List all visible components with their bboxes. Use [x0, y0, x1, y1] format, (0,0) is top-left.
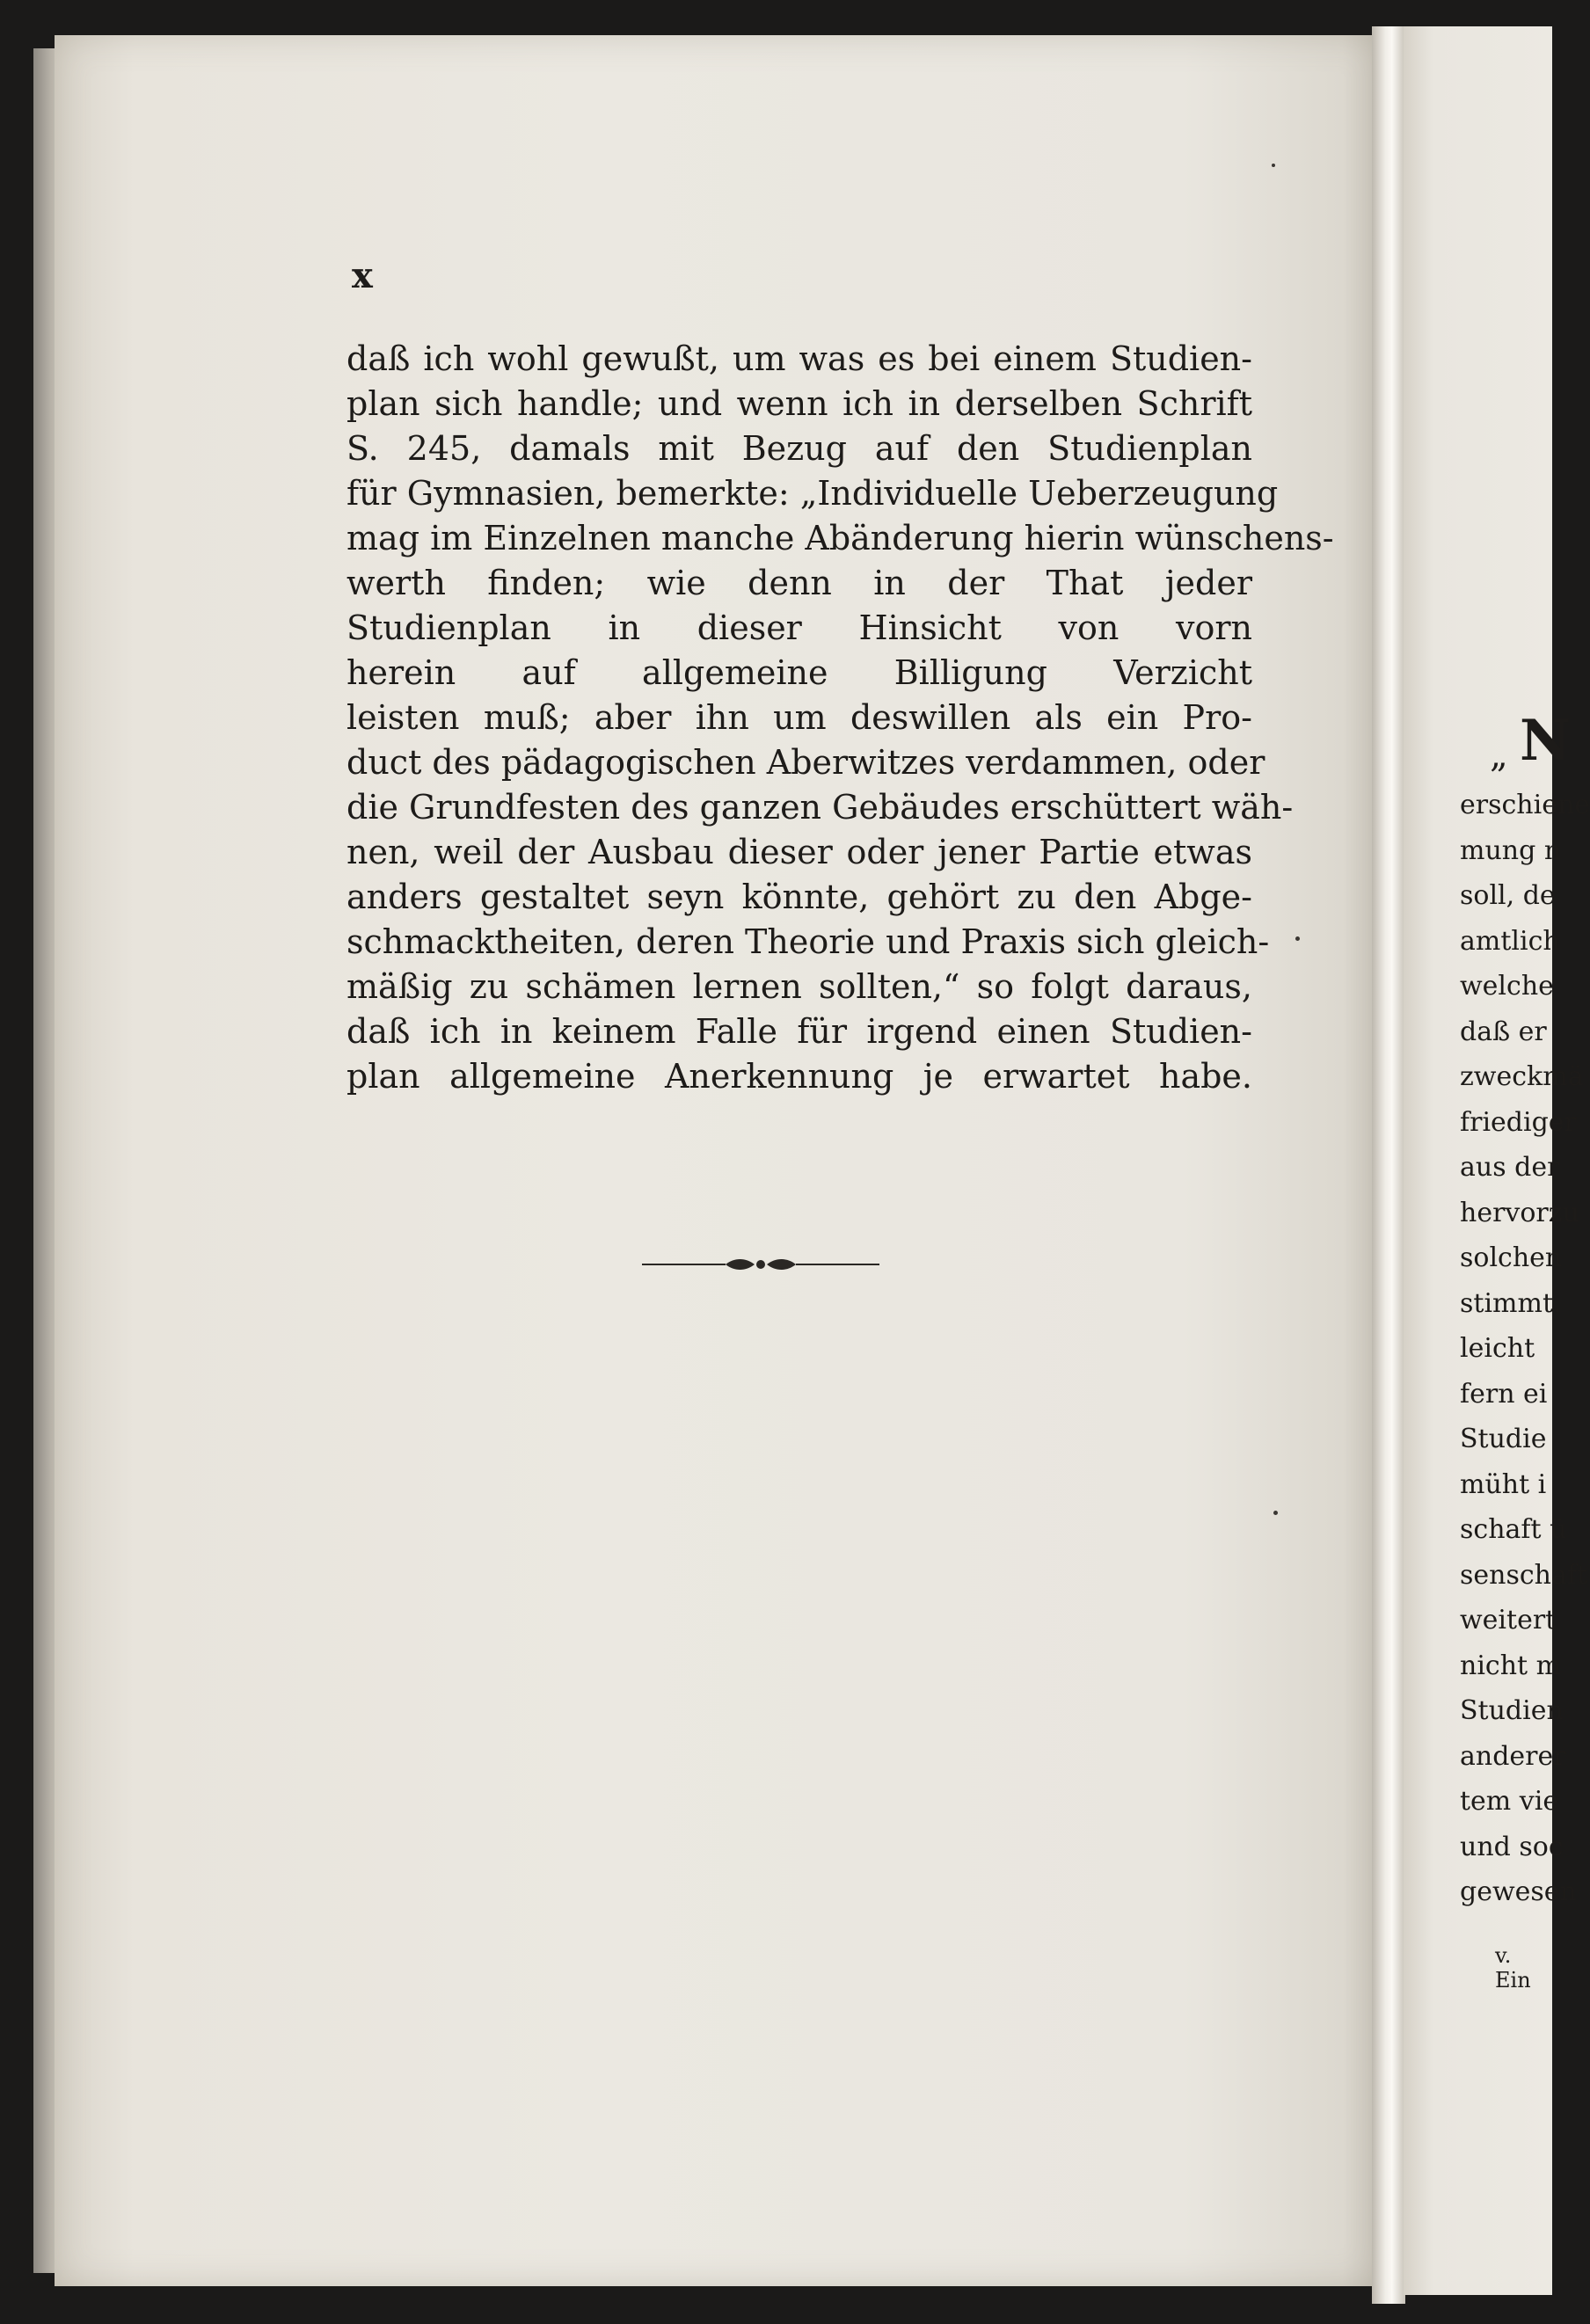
text-line: mung n — [1460, 834, 1562, 866]
text-line: für Gymnasien, bemerkte: „Individuelle Ueberzeugung — [346, 474, 1279, 513]
text-line: daß ich in keinem Falle für irgend einen Studien- — [346, 1012, 1252, 1051]
text-line: erschiene — [1460, 790, 1590, 820]
text-line: stimmt. — [1460, 1287, 1562, 1319]
text-line: herein auf allgemeine Billigung Verzicht — [346, 653, 1252, 692]
right-page-footnote: v. Ein — [1495, 1943, 1531, 1993]
text-line: leisten muß; aber ihn um deswillen als ein Pro- — [346, 698, 1252, 737]
text-line: Studien — [1460, 1695, 1564, 1726]
text-line: werth finden; wie denn in der That jeder — [346, 564, 1252, 602]
text-line: anderer — [1460, 1740, 1566, 1772]
text-line: soll, de — [1460, 880, 1556, 911]
text-line: fern ei — [1460, 1378, 1548, 1410]
text-line: gewesen — [1460, 1876, 1577, 1907]
text-line: schmacktheiten, deren Theorie und Praxis sich gleich- — [346, 922, 1270, 961]
text-line: die Grundfesten des ganzen Gebäudes erschüttert wäh- — [346, 788, 1294, 827]
book-gutter — [1372, 26, 1405, 2304]
ink-speck — [1295, 936, 1300, 941]
text-line: weitert — [1460, 1605, 1557, 1636]
text-line: S. 245, damals mit Bezug auf den Studienplan — [346, 429, 1252, 468]
text-line: müht i — [1460, 1468, 1547, 1500]
text-line: und soc — [1460, 1831, 1564, 1862]
text-line: mäßig zu schämen lernen sollten,“ so folgt daraus, — [346, 967, 1252, 1006]
text-line: anders gestaltet seyn könnte, gehört zu den Abge- — [346, 878, 1252, 916]
text-line: zweckmä — [1460, 1061, 1584, 1092]
text-line: amtlich — [1460, 925, 1560, 957]
text-line: Studienplan in dieser Hinsicht von vorn — [346, 608, 1252, 647]
text-line: aus der — [1460, 1152, 1560, 1183]
right-page-initial: N — [1520, 708, 1572, 774]
ornament-divider — [642, 1254, 879, 1275]
text-line: leicht — [1460, 1333, 1535, 1364]
text-line: tem vie — [1460, 1786, 1559, 1817]
right-page-quote-mark: „ — [1490, 735, 1508, 776]
text-line: friediger — [1460, 1106, 1577, 1138]
page-number: x — [352, 255, 373, 296]
text-line: daß ich wohl gewußt, um was es bei einem Studien- — [346, 339, 1252, 378]
text-line: welche — [1460, 971, 1554, 1002]
text-line: daß er — [1460, 1016, 1547, 1047]
text-line: nen, weil der Ausbau dieser oder jener Partie etwas — [346, 833, 1252, 871]
text-line: plan allgemeine Anerkennung je erwartet habe. — [346, 1057, 1252, 1096]
ink-speck — [1272, 164, 1275, 167]
right-page-body — [1460, 783, 1590, 1915]
text-line: hervorzu — [1460, 1197, 1579, 1228]
text-line: solchen — [1460, 1242, 1563, 1273]
ink-speck — [1273, 1511, 1278, 1515]
text-line: senschaft — [1460, 1559, 1588, 1591]
text-line: duct des pädagogischen Aberwitzes verdammen, oder — [346, 743, 1265, 782]
text-line: mag im Einzelnen manche Abänderung hierin wünschens- — [346, 519, 1334, 557]
text-line: Studie — [1460, 1424, 1547, 1454]
text-line: schaft ü — [1460, 1514, 1567, 1545]
text-line: nicht m — [1460, 1650, 1562, 1681]
left-page-body — [346, 337, 1334, 1099]
text-line: plan sich handle; und wenn ich in derselben Schrift — [346, 384, 1252, 423]
